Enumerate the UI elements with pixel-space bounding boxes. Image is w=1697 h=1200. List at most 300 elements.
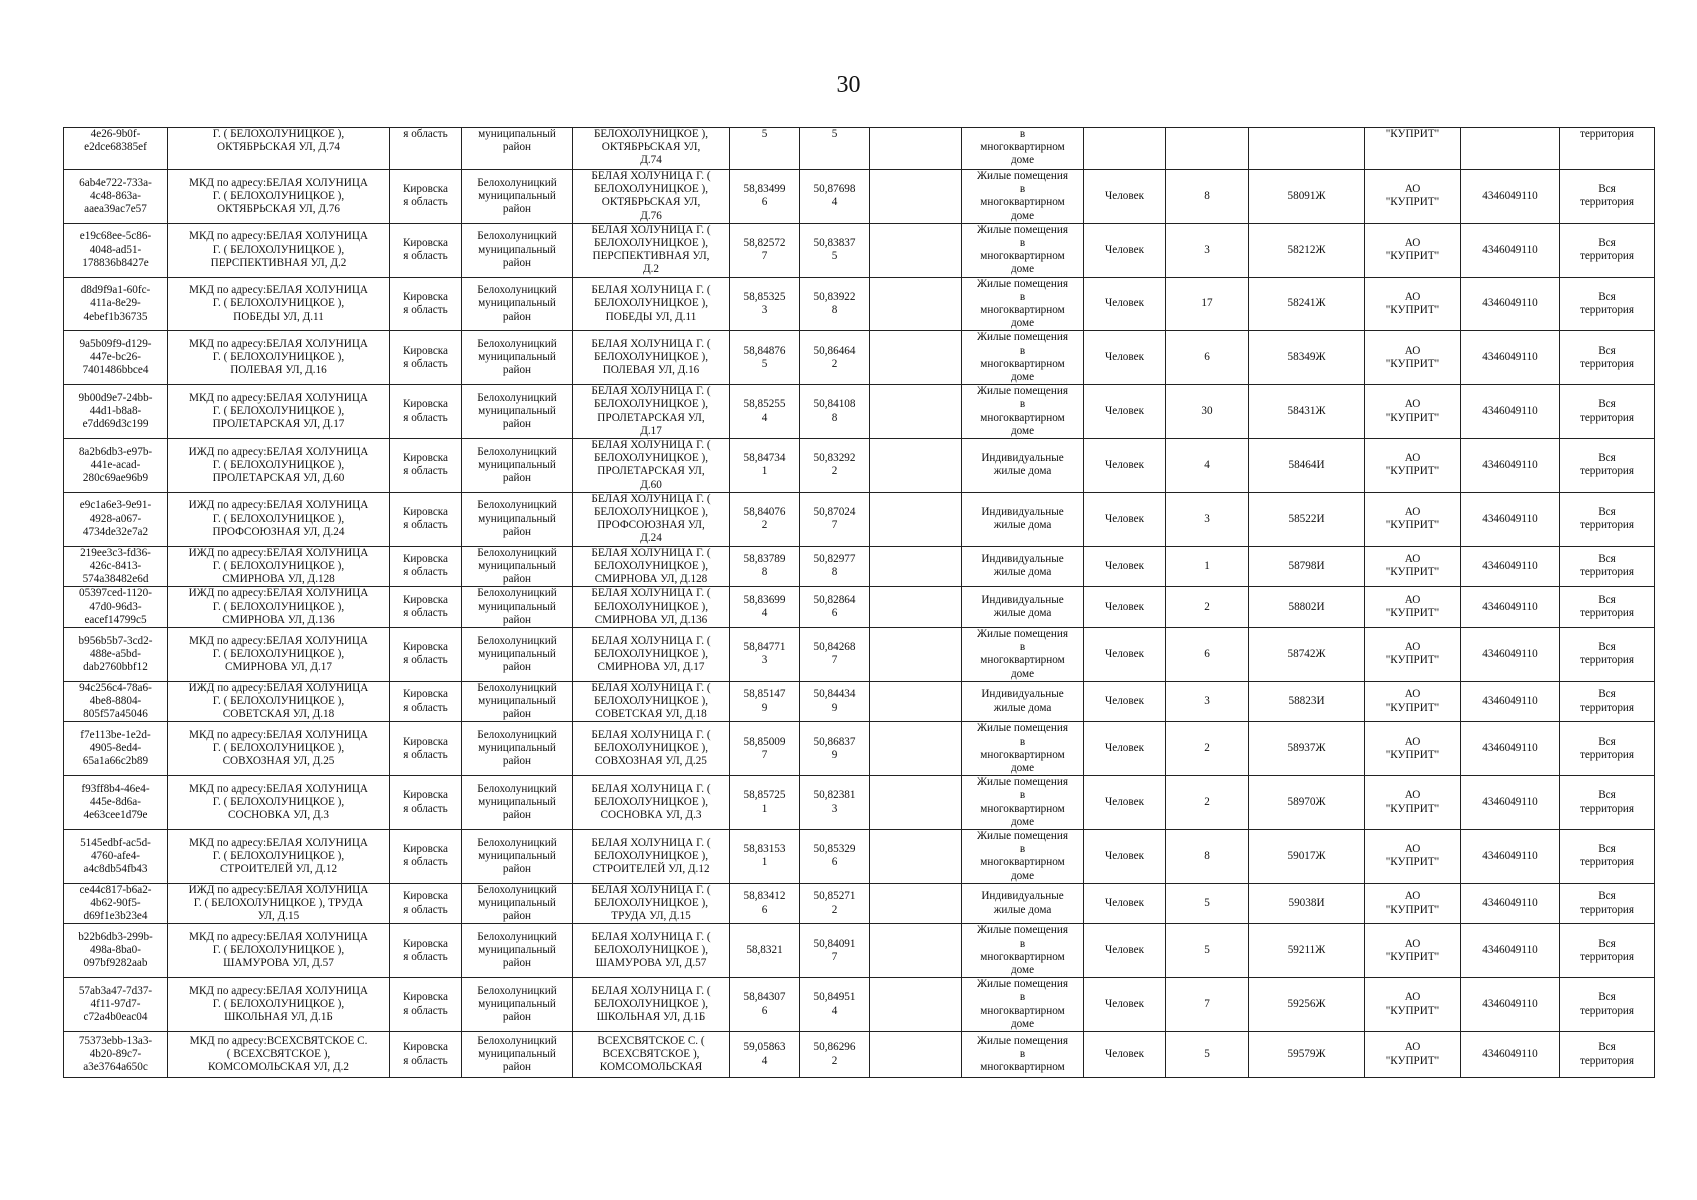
cell-address: БЕЛАЯ ХОЛУНИЦА Г. ( БЕЛОХОЛУНИЦКОЕ ), СМИРНОВА УЛ, Д.136 [573, 587, 730, 628]
cell-inn: 4346049110 [1461, 829, 1560, 883]
cell-quantity: 4 [1166, 439, 1249, 493]
cell-premises-type: Жилые помещения в многоквартирном доме [962, 978, 1084, 1032]
cell-inn: 4346049110 [1461, 587, 1560, 628]
cell-object-description: МКД по адресу:БЕЛАЯ ХОЛУНИЦА Г. ( БЕЛОХОЛУНИЦКОЕ ), СОСНОВКА УЛ, Д.3 [168, 776, 390, 830]
cell-code: 58091Ж [1249, 170, 1365, 224]
cell-quantity: 3 [1166, 223, 1249, 277]
cell-longitude: 50,85329 6 [800, 829, 870, 883]
cell-quantity: 6 [1166, 331, 1249, 385]
cell-latitude: 58,83789 8 [730, 546, 800, 587]
cell-code: 58212Ж [1249, 223, 1365, 277]
table-row [64, 776, 1655, 830]
cell-longitude: 50,83837 5 [800, 223, 870, 277]
cell-object-description: МКД по адресу:БЕЛАЯ ХОЛУНИЦА Г. ( БЕЛОХОЛУНИЦКОЕ ), СМИРНОВА УЛ, Д.17 [168, 627, 390, 681]
cell-object-id: 9b00d9e7-24bb- 44d1-b8a8- e7dd69d3c199 [64, 385, 168, 439]
cell-quantity: 3 [1166, 492, 1249, 546]
cell-district: Белохолуницкий муниципальный район [462, 277, 573, 331]
cell-object-description: МКД по адресу:БЕЛАЯ ХОЛУНИЦА Г. ( БЕЛОХОЛУНИЦКОЕ ), ПОЛЕВАЯ УЛ, Д.16 [168, 331, 390, 385]
cell-object-description: МКД по адресу:БЕЛАЯ ХОЛУНИЦА Г. ( БЕЛОХОЛУНИЦКОЕ ), ШКОЛЬНАЯ УЛ, Д.1Б [168, 978, 390, 1032]
cell-organization: АО "КУПРИТ" [1365, 587, 1461, 628]
cell-quantity: 7 [1166, 978, 1249, 1032]
cell-unit: Человек [1084, 492, 1166, 546]
cell-inn: 4346049110 [1461, 223, 1560, 277]
cell-region: Кировска я область [390, 546, 462, 587]
cell-empty [870, 924, 962, 978]
cell-longitude: 5 [800, 128, 870, 170]
cell-empty [870, 331, 962, 385]
cell-unit: Человек [1084, 776, 1166, 830]
cell-empty [870, 128, 962, 170]
cell-territory: Вся территория [1560, 924, 1655, 978]
cell-region: Кировска я область [390, 331, 462, 385]
cell-district: Белохолуницкий муниципальный район [462, 546, 573, 587]
cell-quantity: 2 [1166, 587, 1249, 628]
cell-organization: АО "КУПРИТ" [1365, 776, 1461, 830]
cell-quantity: 30 [1166, 385, 1249, 439]
cell-empty [870, 546, 962, 587]
table-row [64, 829, 1655, 883]
cell-address: БЕЛАЯ ХОЛУНИЦА Г. ( БЕЛОХОЛУНИЦКОЕ ), ПРОЛЕТАРСКАЯ УЛ, Д.17 [573, 385, 730, 439]
cell-unit: Человек [1084, 331, 1166, 385]
cell-organization: АО "КУПРИТ" [1365, 978, 1461, 1032]
cell-longitude: 50,86837 9 [800, 722, 870, 776]
cell-premises-type: Жилые помещения в многоквартирном доме [962, 385, 1084, 439]
cell-territory: Вся территория [1560, 385, 1655, 439]
cell-empty [870, 776, 962, 830]
cell-longitude: 50,82977 8 [800, 546, 870, 587]
cell-empty [870, 681, 962, 722]
cell-address: ВСЕХСВЯТСКОЕ С. ( ВСЕХСВЯТСКОЕ ), КОМСОМОЛЬСКАЯ [573, 1032, 730, 1078]
cell-longitude: 50,84434 9 [800, 681, 870, 722]
cell-code: 59038И [1249, 883, 1365, 924]
cell-quantity: 2 [1166, 722, 1249, 776]
cell-code: 58241Ж [1249, 277, 1365, 331]
cell-premises-type: Жилые помещения в многоквартирном [962, 1032, 1084, 1078]
cell-latitude: 58,85147 9 [730, 681, 800, 722]
cell-empty [870, 587, 962, 628]
cell-longitude: 50,85271 2 [800, 883, 870, 924]
cell-inn: 4346049110 [1461, 546, 1560, 587]
cell-region: Кировска я область [390, 170, 462, 224]
cell-inn: 4346049110 [1461, 681, 1560, 722]
table-row [64, 546, 1655, 587]
cell-empty [870, 439, 962, 493]
cell-region: Кировска я область [390, 439, 462, 493]
cell-longitude: 50,82864 6 [800, 587, 870, 628]
cell-quantity: 5 [1166, 924, 1249, 978]
cell-longitude: 50,83292 2 [800, 439, 870, 493]
cell-address: БЕЛАЯ ХОЛУНИЦА Г. ( БЕЛОХОЛУНИЦКОЕ ), СМИРНОВА УЛ, Д.128 [573, 546, 730, 587]
cell-object-id: b22b6db3-299b- 498a-8ba0- 097bf9282aab [64, 924, 168, 978]
cell-inn: 4346049110 [1461, 924, 1560, 978]
cell-empty [870, 883, 962, 924]
cell-empty [870, 1032, 962, 1078]
cell-address: БЕЛАЯ ХОЛУНИЦА Г. ( БЕЛОХОЛУНИЦКОЕ ), СОСНОВКА УЛ, Д.3 [573, 776, 730, 830]
cell-empty [870, 385, 962, 439]
cell-territory: Вся территория [1560, 587, 1655, 628]
cell-empty [870, 170, 962, 224]
cell-longitude: 50,86464 2 [800, 331, 870, 385]
cell-region: я область [390, 128, 462, 170]
cell-territory: Вся территория [1560, 546, 1655, 587]
cell-region: Кировска я область [390, 385, 462, 439]
cell-latitude: 58,84307 6 [730, 978, 800, 1032]
cell-object-description: Г. ( БЕЛОХОЛУНИЦКОЕ ), ОКТЯБРЬСКАЯ УЛ, Д.74 [168, 128, 390, 170]
cell-code: 59579Ж [1249, 1032, 1365, 1078]
cell-inn: 4346049110 [1461, 978, 1560, 1032]
cell-object-id: 9a5b09f9-d129- 447e-bc26- 7401486bbce4 [64, 331, 168, 385]
cell-region: Кировска я область [390, 223, 462, 277]
cell-empty [870, 492, 962, 546]
cell-organization: АО "КУПРИТ" [1365, 1032, 1461, 1078]
cell-organization: АО "КУПРИТ" [1365, 546, 1461, 587]
cell-premises-type: Жилые помещения в многоквартирном доме [962, 170, 1084, 224]
cell-address: БЕЛАЯ ХОЛУНИЦА Г. ( БЕЛОХОЛУНИЦКОЕ ), ОКТЯБРЬСКАЯ УЛ, Д.76 [573, 170, 730, 224]
cell-unit: Человек [1084, 277, 1166, 331]
cell-longitude: 50,86296 2 [800, 1032, 870, 1078]
cell-latitude: 58,83412 6 [730, 883, 800, 924]
cell-address: БЕЛАЯ ХОЛУНИЦА Г. ( БЕЛОХОЛУНИЦКОЕ ), СОВЕТСКАЯ УЛ, Д.18 [573, 681, 730, 722]
cell-territory: Вся территория [1560, 829, 1655, 883]
cell-object-id: f93ff8b4-46e4- 445e-8d6a- 4e63cee1d79e [64, 776, 168, 830]
cell-object-id: e9c1a6e3-9e91- 4928-a067- 4734de32e7a2 [64, 492, 168, 546]
cell-longitude: 50,82381 3 [800, 776, 870, 830]
cell-longitude: 50,83922 8 [800, 277, 870, 331]
cell-inn [1461, 128, 1560, 170]
cell-inn: 4346049110 [1461, 1032, 1560, 1078]
cell-region: Кировска я область [390, 627, 462, 681]
cell-organization: АО "КУПРИТ" [1365, 385, 1461, 439]
cell-premises-type: Жилые помещения в многоквартирном доме [962, 829, 1084, 883]
cell-code: 59256Ж [1249, 978, 1365, 1032]
cell-address: БЕЛАЯ ХОЛУНИЦА Г. ( БЕЛОХОЛУНИЦКОЕ ), СМИРНОВА УЛ, Д.17 [573, 627, 730, 681]
cell-organization: "КУПРИТ" [1365, 128, 1461, 170]
cell-unit: Человек [1084, 439, 1166, 493]
cell-organization: АО "КУПРИТ" [1365, 883, 1461, 924]
cell-territory: Вся территория [1560, 978, 1655, 1032]
cell-premises-type: Жилые помещения в многоквартирном доме [962, 776, 1084, 830]
cell-unit: Человек [1084, 924, 1166, 978]
cell-address: БЕЛАЯ ХОЛУНИЦА Г. ( БЕЛОХОЛУНИЦКОЕ ), ШАМУРОВА УЛ, Д.57 [573, 924, 730, 978]
cell-premises-type: Индивидуальные жилые дома [962, 681, 1084, 722]
cell-object-id: 6ab4e722-733a- 4c48-863a- aaea39ac7e57 [64, 170, 168, 224]
cell-latitude: 58,82572 7 [730, 223, 800, 277]
cell-inn: 4346049110 [1461, 331, 1560, 385]
cell-longitude: 50,84951 4 [800, 978, 870, 1032]
cell-premises-type: Жилые помещения в многоквартирном доме [962, 722, 1084, 776]
cell-object-description: ИЖД по адресу:БЕЛАЯ ХОЛУНИЦА Г. ( БЕЛОХОЛУНИЦКОЕ ), СМИРНОВА УЛ, Д.128 [168, 546, 390, 587]
cell-organization: АО "КУПРИТ" [1365, 492, 1461, 546]
cell-unit: Человек [1084, 978, 1166, 1032]
cell-object-description: ИЖД по адресу:БЕЛАЯ ХОЛУНИЦА Г. ( БЕЛОХОЛУНИЦКОЕ ), ПРОЛЕТАРСКАЯ УЛ, Д.60 [168, 439, 390, 493]
cell-unit: Человек [1084, 385, 1166, 439]
cell-region: Кировска я область [390, 722, 462, 776]
cell-premises-type: Жилые помещения в многоквартирном доме [962, 627, 1084, 681]
cell-territory: Вся территория [1560, 170, 1655, 224]
cell-latitude: 58,8321 [730, 924, 800, 978]
cell-object-id: b956b5b7-3cd2- 488e-a5bd- dab2760bbf12 [64, 627, 168, 681]
cell-organization: АО "КУПРИТ" [1365, 681, 1461, 722]
cell-address: БЕЛАЯ ХОЛУНИЦА Г. ( БЕЛОХОЛУНИЦКОЕ ), ПРОЛЕТАРСКАЯ УЛ, Д.60 [573, 439, 730, 493]
cell-district: Белохолуницкий муниципальный район [462, 829, 573, 883]
cell-address: БЕЛАЯ ХОЛУНИЦА Г. ( БЕЛОХОЛУНИЦКОЕ ), ПОБЕДЫ УЛ, Д.11 [573, 277, 730, 331]
cell-district: Белохолуницкий муниципальный район [462, 681, 573, 722]
table-row [64, 277, 1655, 331]
cell-region: Кировска я область [390, 1032, 462, 1078]
cell-inn: 4346049110 [1461, 722, 1560, 776]
cell-object-description: ИЖД по адресу:БЕЛАЯ ХОЛУНИЦА Г. ( БЕЛОХОЛУНИЦКОЕ ), СОВЕТСКАЯ УЛ, Д.18 [168, 681, 390, 722]
cell-organization: АО "КУПРИТ" [1365, 829, 1461, 883]
cell-longitude: 50,87698 4 [800, 170, 870, 224]
cell-organization: АО "КУПРИТ" [1365, 277, 1461, 331]
cell-quantity [1166, 128, 1249, 170]
cell-territory: территория [1560, 128, 1655, 170]
cell-latitude: 58,83699 4 [730, 587, 800, 628]
cell-object-id: 8a2b6db3-e97b- 441e-acad- 280c69ae96b9 [64, 439, 168, 493]
cell-latitude: 58,84076 2 [730, 492, 800, 546]
cell-latitude: 58,83499 6 [730, 170, 800, 224]
cell-inn: 4346049110 [1461, 492, 1560, 546]
cell-district: Белохолуницкий муниципальный район [462, 883, 573, 924]
cell-inn: 4346049110 [1461, 883, 1560, 924]
cell-object-description: ИЖД по адресу:БЕЛАЯ ХОЛУНИЦА Г. ( БЕЛОХОЛУНИЦКОЕ ), ТРУДА УЛ, Д.15 [168, 883, 390, 924]
cell-district: муниципальный район [462, 128, 573, 170]
cell-unit: Человек [1084, 546, 1166, 587]
cell-unit: Человек [1084, 1032, 1166, 1078]
cell-territory: Вся территория [1560, 722, 1655, 776]
cell-longitude: 50,84268 7 [800, 627, 870, 681]
cell-code: 58431Ж [1249, 385, 1365, 439]
cell-quantity: 1 [1166, 546, 1249, 587]
cell-object-id: f7e113be-1e2d- 4905-8ed4- 65a1a66c2b89 [64, 722, 168, 776]
cell-region: Кировска я область [390, 829, 462, 883]
cell-organization: АО "КУПРИТ" [1365, 223, 1461, 277]
cell-unit: Человек [1084, 681, 1166, 722]
cell-code: 58823И [1249, 681, 1365, 722]
cell-region: Кировска я область [390, 277, 462, 331]
cell-premises-type: Индивидуальные жилые дома [962, 492, 1084, 546]
cell-region: Кировска я область [390, 978, 462, 1032]
cell-district: Белохолуницкий муниципальный район [462, 492, 573, 546]
cell-longitude: 50,84108 8 [800, 385, 870, 439]
cell-object-description: ИЖД по адресу:БЕЛАЯ ХОЛУНИЦА Г. ( БЕЛОХОЛУНИЦКОЕ ), СМИРНОВА УЛ, Д.136 [168, 587, 390, 628]
cell-inn: 4346049110 [1461, 385, 1560, 439]
page-number: 30 [836, 72, 861, 98]
cell-latitude: 58,84771 3 [730, 627, 800, 681]
cell-object-id: 75373ebb-13a3- 4b20-89c7- a3e3764a650c [64, 1032, 168, 1078]
cell-empty [870, 223, 962, 277]
cell-territory: Вся территория [1560, 277, 1655, 331]
table-row [64, 128, 1655, 170]
cell-inn: 4346049110 [1461, 170, 1560, 224]
cell-organization: АО "КУПРИТ" [1365, 439, 1461, 493]
cell-district: Белохолуницкий муниципальный район [462, 924, 573, 978]
cell-region: Кировска я область [390, 883, 462, 924]
cell-quantity: 17 [1166, 277, 1249, 331]
cell-latitude: 58,85255 4 [730, 385, 800, 439]
cell-district: Белохолуницкий муниципальный район [462, 223, 573, 277]
cell-region: Кировска я область [390, 924, 462, 978]
cell-unit: Человек [1084, 223, 1166, 277]
cell-premises-type: Индивидуальные жилые дома [962, 587, 1084, 628]
cell-unit: Человек [1084, 722, 1166, 776]
cell-unit: Человек [1084, 883, 1166, 924]
cell-unit: Человек [1084, 170, 1166, 224]
cell-premises-type: в многоквартирном доме [962, 128, 1084, 170]
cell-organization: АО "КУПРИТ" [1365, 924, 1461, 978]
cell-territory: Вся территория [1560, 776, 1655, 830]
cell-premises-type: Индивидуальные жилые дома [962, 439, 1084, 493]
cell-quantity: 8 [1166, 170, 1249, 224]
cell-code: 58464И [1249, 439, 1365, 493]
cell-region: Кировска я область [390, 492, 462, 546]
cell-territory: Вся территория [1560, 681, 1655, 722]
cell-district: Белохолуницкий муниципальный район [462, 385, 573, 439]
cell-territory: Вся территория [1560, 223, 1655, 277]
table-row [64, 331, 1655, 385]
cell-district: Белохолуницкий муниципальный район [462, 722, 573, 776]
cell-object-description: МКД по адресу:БЕЛАЯ ХОЛУНИЦА Г. ( БЕЛОХОЛУНИЦКОЕ ), ПРОЛЕТАРСКАЯ УЛ, Д.17 [168, 385, 390, 439]
cell-inn: 4346049110 [1461, 439, 1560, 493]
cell-district: Белохолуницкий муниципальный район [462, 978, 573, 1032]
cell-empty [870, 829, 962, 883]
cell-code: 58802И [1249, 587, 1365, 628]
cell-address: БЕЛАЯ ХОЛУНИЦА Г. ( БЕЛОХОЛУНИЦКОЕ ), СТРОИТЕЛЕЙ УЛ, Д.12 [573, 829, 730, 883]
cell-code: 58742Ж [1249, 627, 1365, 681]
table-row [64, 439, 1655, 493]
cell-latitude: 58,85009 7 [730, 722, 800, 776]
table-row [64, 627, 1655, 681]
cell-unit: Человек [1084, 627, 1166, 681]
cell-unit: Человек [1084, 829, 1166, 883]
table-row [64, 924, 1655, 978]
cell-object-id: 4e26-9b0f- e2dce68385ef [64, 128, 168, 170]
cell-latitude: 59,05863 4 [730, 1032, 800, 1078]
cell-object-id: 94c256c4-78a6- 4be8-8804- 805f57a45046 [64, 681, 168, 722]
cell-district: Белохолуницкий муниципальный район [462, 331, 573, 385]
table-row [64, 492, 1655, 546]
cell-address: БЕЛАЯ ХОЛУНИЦА Г. ( БЕЛОХОЛУНИЦКОЕ ), ПОЛЕВАЯ УЛ, Д.16 [573, 331, 730, 385]
cell-object-id: ce44c817-b6a2- 4b62-90f5- d69f1e3b23e4 [64, 883, 168, 924]
table-row [64, 385, 1655, 439]
cell-territory: Вся территория [1560, 1032, 1655, 1078]
cell-district: Белохолуницкий муниципальный район [462, 439, 573, 493]
cell-address: БЕЛАЯ ХОЛУНИЦА Г. ( БЕЛОХОЛУНИЦКОЕ ), ПРОФСОЮЗНАЯ УЛ, Д.24 [573, 492, 730, 546]
cell-object-description: МКД по адресу:БЕЛАЯ ХОЛУНИЦА Г. ( БЕЛОХОЛУНИЦКОЕ ), ПОБЕДЫ УЛ, Д.11 [168, 277, 390, 331]
cell-premises-type: Индивидуальные жилые дома [962, 546, 1084, 587]
cell-latitude: 58,85725 1 [730, 776, 800, 830]
cell-object-id: 219ee3c3-fd36- 426c-8413- 574a38482e6d [64, 546, 168, 587]
cell-object-description: МКД по адресу:БЕЛАЯ ХОЛУНИЦА Г. ( БЕЛОХОЛУНИЦКОЕ ), СОВХОЗНАЯ УЛ, Д.25 [168, 722, 390, 776]
cell-latitude: 5 [730, 128, 800, 170]
cell-empty [870, 978, 962, 1032]
cell-object-id: d8d9f9a1-60fc- 411a-8e29- 4ebef1b36735 [64, 277, 168, 331]
cell-territory: Вся территория [1560, 492, 1655, 546]
table-row [64, 978, 1655, 1032]
cell-district: Белохолуницкий муниципальный район [462, 1032, 573, 1078]
cell-district: Белохолуницкий муниципальный район [462, 587, 573, 628]
cell-territory: Вся территория [1560, 627, 1655, 681]
cell-region: Кировска я область [390, 776, 462, 830]
cell-region: Кировска я область [390, 587, 462, 628]
cell-empty [870, 722, 962, 776]
cell-code: 58798И [1249, 546, 1365, 587]
cell-premises-type: Жилые помещения в многоквартирном доме [962, 924, 1084, 978]
cell-object-id: e19c68ee-5c86- 4048-ad51- 178836b8427e [64, 223, 168, 277]
cell-quantity: 2 [1166, 776, 1249, 830]
cell-latitude: 58,85325 3 [730, 277, 800, 331]
cell-object-id: 57ab3a47-7d37- 4f11-97d7- c72a4b0eac04 [64, 978, 168, 1032]
cell-organization: АО "КУПРИТ" [1365, 331, 1461, 385]
cell-object-description: МКД по адресу:БЕЛАЯ ХОЛУНИЦА Г. ( БЕЛОХОЛУНИЦКОЕ ), ОКТЯБРЬСКАЯ УЛ, Д.76 [168, 170, 390, 224]
table-row [64, 1032, 1655, 1078]
cell-address: БЕЛАЯ ХОЛУНИЦА Г. ( БЕЛОХОЛУНИЦКОЕ ), СОВХОЗНАЯ УЛ, Д.25 [573, 722, 730, 776]
cell-quantity: 6 [1166, 627, 1249, 681]
cell-longitude: 50,84091 7 [800, 924, 870, 978]
cell-premises-type: Жилые помещения в многоквартирном доме [962, 277, 1084, 331]
cell-district: Белохолуницкий муниципальный район [462, 776, 573, 830]
cell-district: Белохолуницкий муниципальный район [462, 627, 573, 681]
cell-latitude: 58,84734 1 [730, 439, 800, 493]
cell-inn: 4346049110 [1461, 627, 1560, 681]
table-row [64, 170, 1655, 224]
cell-territory: Вся территория [1560, 331, 1655, 385]
table-row [64, 722, 1655, 776]
cell-premises-type: Жилые помещения в многоквартирном доме [962, 223, 1084, 277]
cell-empty [870, 277, 962, 331]
cell-address: БЕЛОХОЛУНИЦКОЕ ), ОКТЯБРЬСКАЯ УЛ, Д.74 [573, 128, 730, 170]
table-row [64, 223, 1655, 277]
registry-table [63, 127, 1655, 1078]
cell-quantity: 5 [1166, 1032, 1249, 1078]
cell-district: Белохолуницкий муниципальный район [462, 170, 573, 224]
cell-inn: 4346049110 [1461, 277, 1560, 331]
cell-address: БЕЛАЯ ХОЛУНИЦА Г. ( БЕЛОХОЛУНИЦКОЕ ), ТРУДА УЛ, Д.15 [573, 883, 730, 924]
cell-object-description: МКД по адресу:БЕЛАЯ ХОЛУНИЦА Г. ( БЕЛОХОЛУНИЦКОЕ ), СТРОИТЕЛЕЙ УЛ, Д.12 [168, 829, 390, 883]
cell-longitude: 50,87024 7 [800, 492, 870, 546]
cell-address: БЕЛАЯ ХОЛУНИЦА Г. ( БЕЛОХОЛУНИЦКОЕ ), ПЕРСПЕКТИВНАЯ УЛ, Д.2 [573, 223, 730, 277]
cell-empty [870, 627, 962, 681]
cell-quantity: 5 [1166, 883, 1249, 924]
table-row [64, 587, 1655, 628]
cell-latitude: 58,83153 1 [730, 829, 800, 883]
cell-unit: Человек [1084, 587, 1166, 628]
cell-object-id: 5145edbf-ac5d- 4760-afe4- a4c8db54fb43 [64, 829, 168, 883]
cell-object-description: ИЖД по адресу:БЕЛАЯ ХОЛУНИЦА Г. ( БЕЛОХОЛУНИЦКОЕ ), ПРОФСОЮЗНАЯ УЛ, Д.24 [168, 492, 390, 546]
cell-premises-type: Жилые помещения в многоквартирном доме [962, 331, 1084, 385]
table-row [64, 883, 1655, 924]
cell-inn: 4346049110 [1461, 776, 1560, 830]
cell-code: 58937Ж [1249, 722, 1365, 776]
cell-object-description: МКД по адресу:БЕЛАЯ ХОЛУНИЦА Г. ( БЕЛОХОЛУНИЦКОЕ ), ПЕРСПЕКТИВНАЯ УЛ, Д.2 [168, 223, 390, 277]
cell-latitude: 58,84876 5 [730, 331, 800, 385]
cell-premises-type: Индивидуальные жилые дома [962, 883, 1084, 924]
cell-territory: Вся территория [1560, 883, 1655, 924]
cell-code: 58522И [1249, 492, 1365, 546]
cell-region: Кировска я область [390, 681, 462, 722]
cell-object-description: МКД по адресу:ВСЕХСВЯТСКОЕ С. ( ВСЕХСВЯТСКОЕ ), КОМСОМОЛЬСКАЯ УЛ, Д.2 [168, 1032, 390, 1078]
cell-code: 59211Ж [1249, 924, 1365, 978]
cell-code: 58970Ж [1249, 776, 1365, 830]
cell-territory: Вся территория [1560, 439, 1655, 493]
table-row [64, 681, 1655, 722]
cell-code: 59017Ж [1249, 829, 1365, 883]
cell-object-id: 05397ced-1120- 47d0-96d3- eacef14799c5 [64, 587, 168, 628]
cell-organization: АО "КУПРИТ" [1365, 722, 1461, 776]
cell-organization: АО "КУПРИТ" [1365, 170, 1461, 224]
cell-object-description: МКД по адресу:БЕЛАЯ ХОЛУНИЦА Г. ( БЕЛОХОЛУНИЦКОЕ ), ШАМУРОВА УЛ, Д.57 [168, 924, 390, 978]
cell-code: 58349Ж [1249, 331, 1365, 385]
